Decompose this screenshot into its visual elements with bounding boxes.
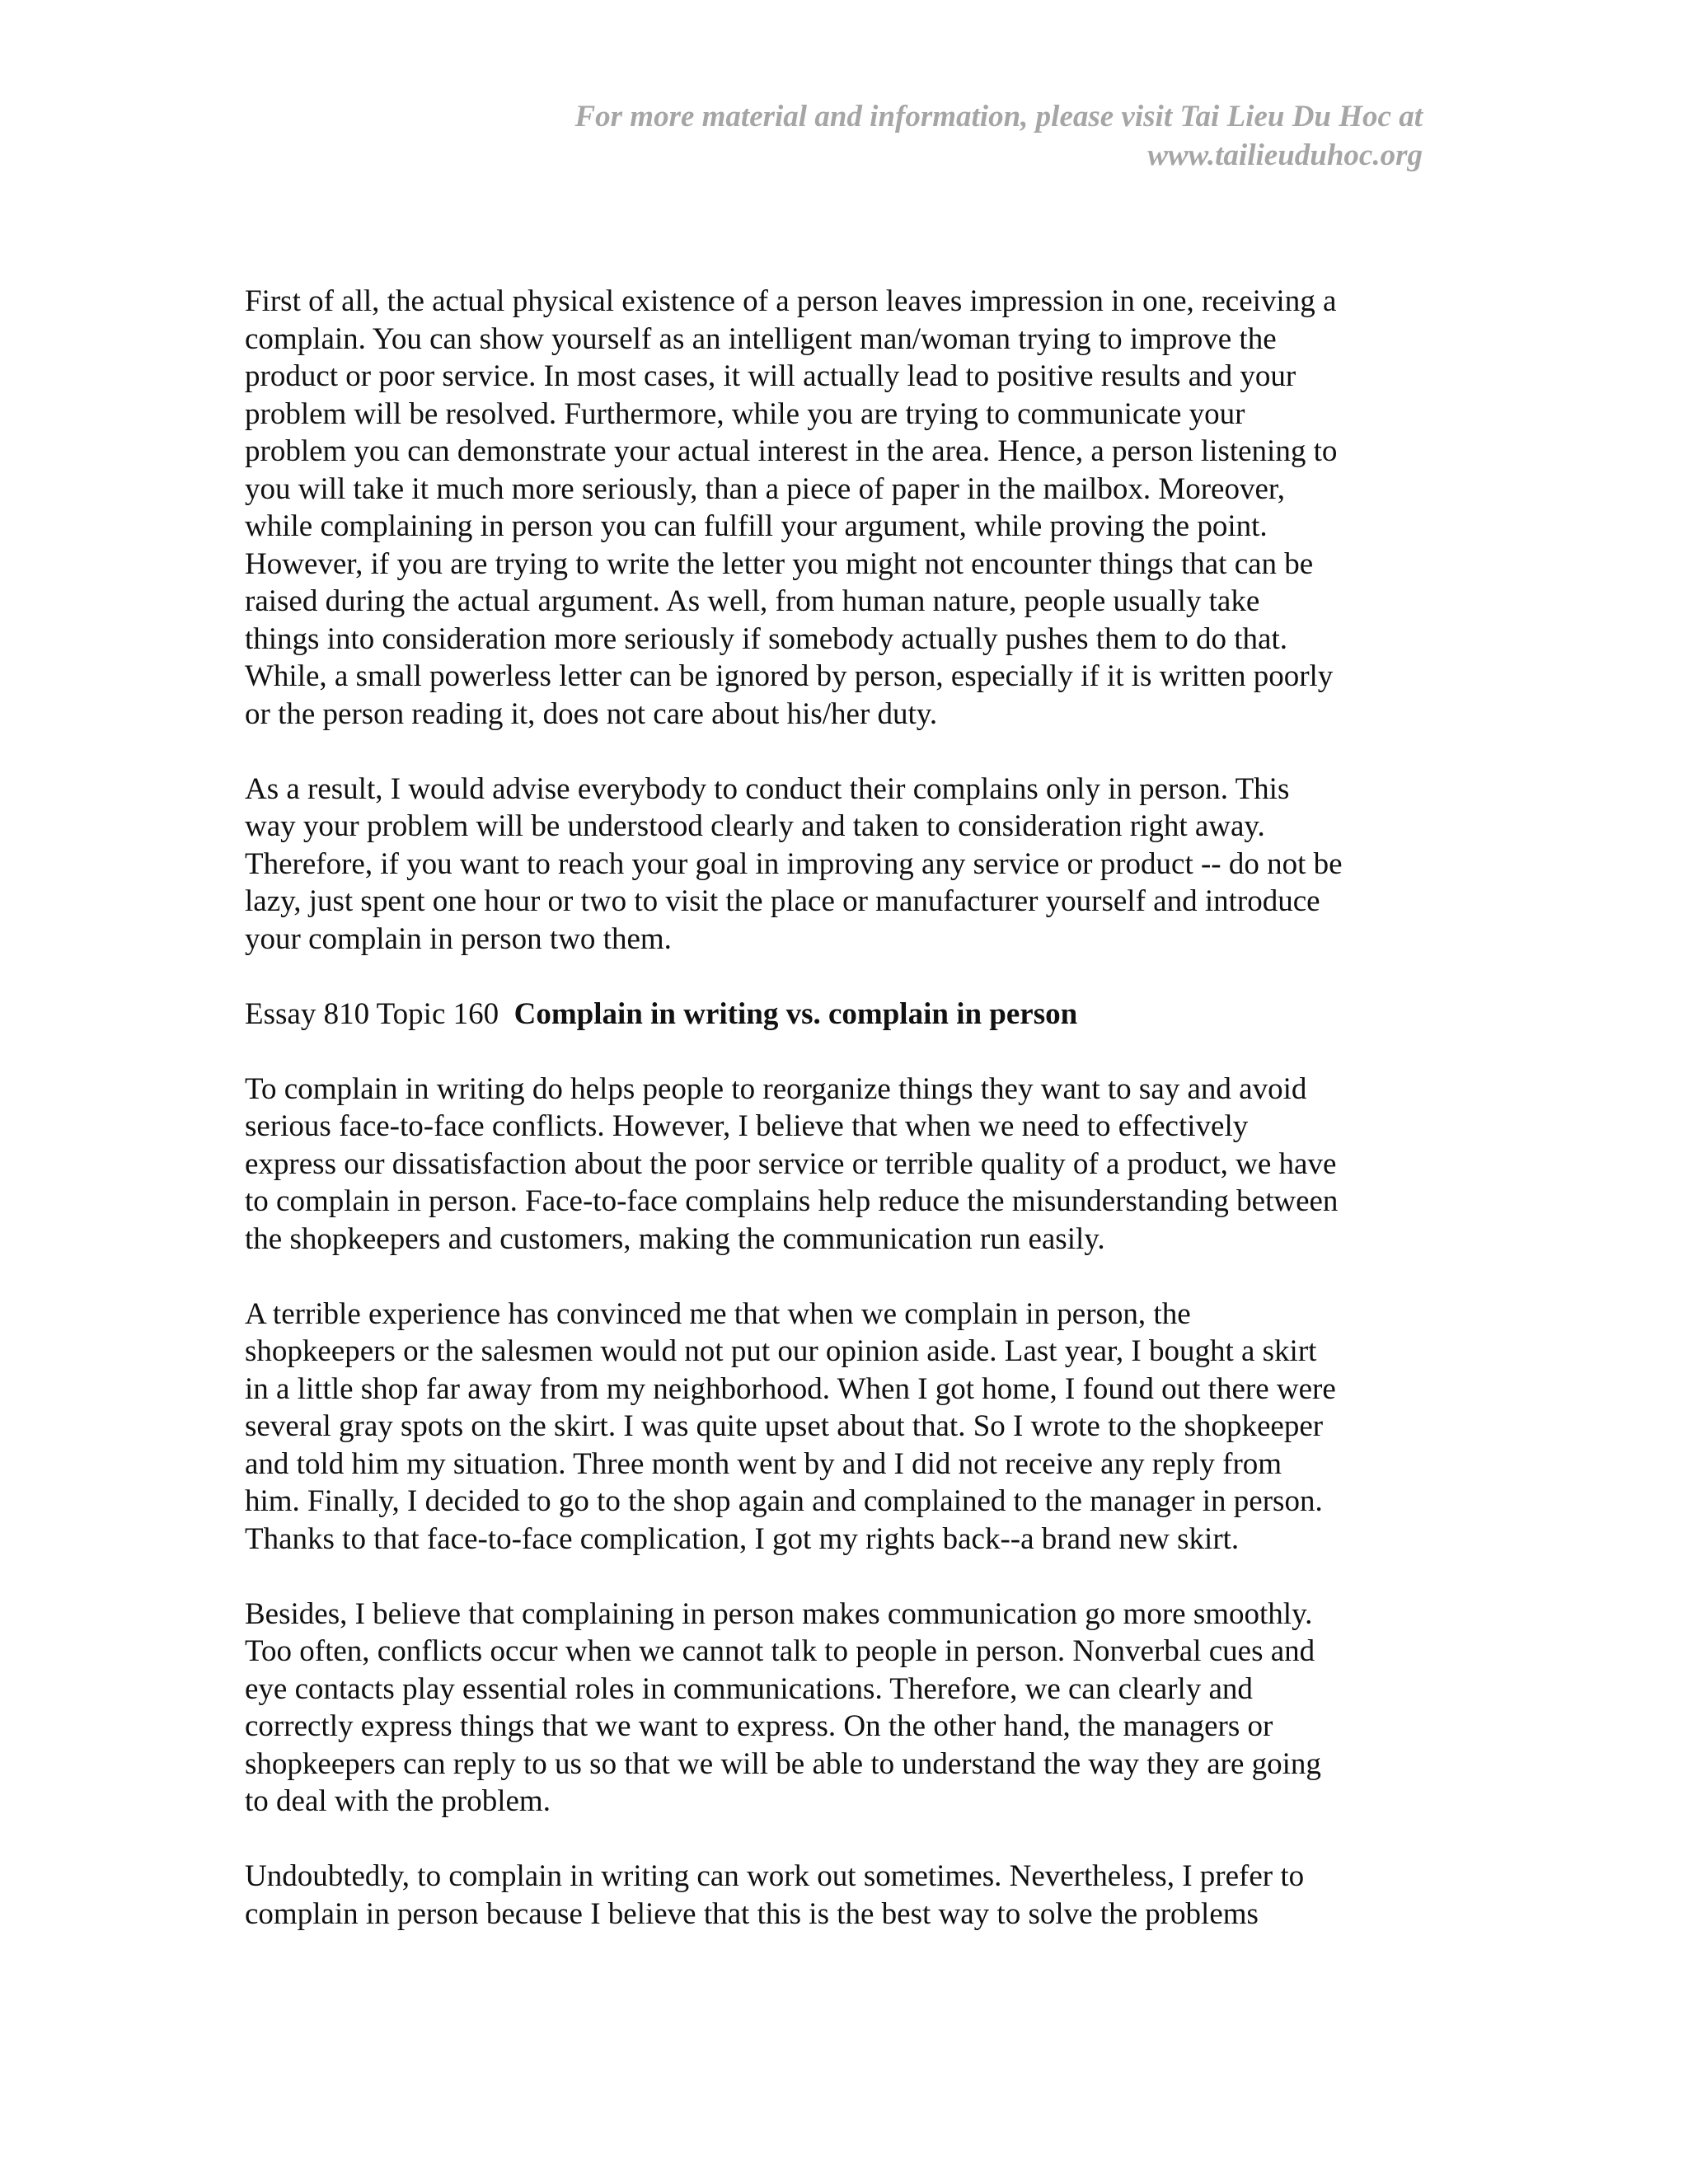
text-line: product or poor service. In most cases, it will actually lead to positive results and your: [245, 359, 1296, 393]
header-line-2: www.tailieuduhoc.org: [1147, 138, 1423, 172]
text-line: way your problem will be understood clearly and taken to consideration right away.: [245, 809, 1265, 843]
paragraph: [245, 1596, 1440, 1821]
text-line: correctly express things that we want to express. On the other hand, the managers or: [245, 1709, 1273, 1743]
text-line: or the person reading it, does not care about his/her duty.: [245, 696, 938, 731]
text-line: problem will be resolved. Furthermore, while you are trying to communicate your: [245, 396, 1245, 431]
text-line: things into consideration more seriously if somebody actually pushes them to do that.: [245, 621, 1287, 656]
paragraph: [245, 1858, 1440, 1933]
text-line: him. Finally, I decided to go to the shop again and complained to the manager in person.: [245, 1484, 1323, 1518]
page-header: [574, 97, 1423, 175]
text-line: Besides, I believe that complaining in person makes communication go more smoothly.: [245, 1596, 1313, 1631]
text-line: to deal with the problem.: [245, 1784, 551, 1818]
text-line: and told him my situation. Three month went by and I did not receive any reply from: [245, 1446, 1282, 1481]
text-line: A terrible experience has convinced me that when we complain in person, the: [245, 1296, 1191, 1331]
text-line: While, a small powerless letter can be ignored by person, especially if it is written poorly: [245, 659, 1334, 693]
paragraph: [245, 283, 1440, 733]
essay-heading: [245, 996, 1440, 1033]
paragraph: [245, 771, 1440, 958]
paragraph: [245, 1071, 1440, 1258]
paragraphs-before: [245, 283, 1440, 958]
text-line: express our dissatisfaction about the poor service or terrible quality of a product, we have: [245, 1146, 1337, 1181]
header-line-1: For more material and information, please visit Tai Lieu Du Hoc at: [574, 100, 1423, 134]
paragraphs-after: [245, 1071, 1440, 1933]
text-line: in a little shop far away from my neighborhood. When I got home, I found out there were: [245, 1371, 1336, 1406]
text-line: serious face-to-face conflicts. However, I believe that when we need to effectively: [245, 1109, 1249, 1143]
text-line: Too often, conflicts occur when we cannot talk to people in person. Nonverbal cues and: [245, 1634, 1315, 1668]
text-line: complain in person because I believe that this is the best way to solve the problems: [245, 1896, 1259, 1931]
text-line: while complaining in person you can fulfill your argument, while proving the point.: [245, 509, 1268, 543]
document-body: [245, 283, 1440, 1971]
essay-title: Complain in writing vs. complain in person: [513, 996, 1078, 1031]
text-line: lazy, just spent one hour or two to visit the place or manufacturer yourself and introduce: [245, 884, 1320, 918]
text-line: your complain in person two them.: [245, 921, 672, 956]
text-line: to complain in person. Face-to-face complains help reduce the misunderstanding between: [245, 1184, 1339, 1218]
text-line: the shopkeepers and customers, making the communication run easily.: [245, 1221, 1105, 1256]
text-line: complain. You can show yourself as an intelligent man/woman trying to improve the: [245, 321, 1277, 356]
text-line: several gray spots on the skirt. I was quite upset about that. So I wrote to the shopkeeper: [245, 1409, 1324, 1443]
text-line: Therefore, if you want to reach your goal in improving any service or product -- do not be: [245, 846, 1343, 881]
text-line: To complain in writing do helps people to reorganize things they want to say and avoid: [245, 1071, 1307, 1106]
text-line: raised during the actual argument. As well, from human nature, people usually take: [245, 584, 1260, 618]
text-line: eye contacts play essential roles in communications. Therefore, we can clearly and: [245, 1671, 1253, 1706]
text-line: As a result, I would advise everybody to conduct their complains only in person. This: [245, 771, 1290, 806]
text-line: shopkeepers can reply to us so that we will be able to understand the way they are going: [245, 1746, 1321, 1781]
text-line: problem you can demonstrate your actual interest in the area. Hence, a person listening to: [245, 434, 1338, 468]
text-line: Thanks to that face-to-face complication, I got my rights back--a brand new skirt.: [245, 1521, 1240, 1556]
text-line: However, if you are trying to write the letter you might not encounter things that can be: [245, 546, 1314, 581]
text-line: you will take it much more seriously, than a piece of paper in the mailbox. Moreover,: [245, 471, 1285, 506]
text-line: First of all, the actual physical existence of a person leaves impression in one, receiving a: [245, 284, 1337, 318]
text-line: Undoubtedly, to complain in writing can work out sometimes. Nevertheless, I prefer to: [245, 1859, 1305, 1893]
paragraph: [245, 1296, 1440, 1558]
text-line: shopkeepers or the salesmen would not put our opinion aside. Last year, I bought a skirt: [245, 1334, 1317, 1368]
essay-label: Essay 810 Topic 160: [245, 996, 499, 1031]
